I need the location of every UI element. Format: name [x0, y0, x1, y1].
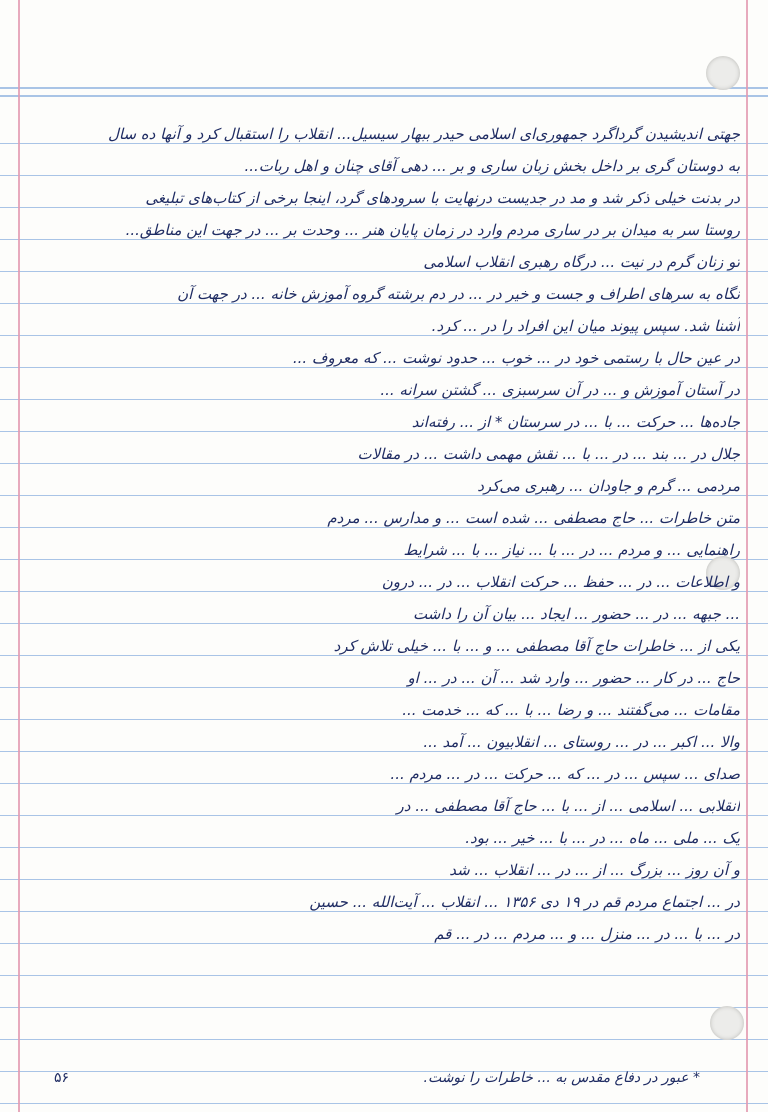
text-line: حاج ... در کار ... حضور ... وارد شد ... آن ... در ... او: [407, 669, 740, 687]
text-line: در ... با ... در ... منزل ... و ... مردم ... در ... قم: [434, 925, 740, 943]
text-line: جاده‌ها ... حرکت ... با ... در سرستان * از ... رفته‌اند: [411, 413, 740, 431]
text-line: جلال در ... بند ... در ... با ... نقش مهمی داشت ... در مقالات: [357, 445, 740, 463]
text-line: صدای ... سپس ... در ... که ... حرکت ... در ... مردم ...: [390, 765, 740, 783]
text-line: انقلابی ... اسلامی ... از ... با ... حاج آقا مصطفی ... در: [396, 797, 740, 815]
text-line: مقامات ... می‌گفتند ... و رضا ... با ... که ... خدمت ...: [402, 701, 740, 719]
right-margin-line: [746, 0, 748, 1112]
text-line: جهتی اندیشیدن گرداگرد جمهوری‌ای اسلامی حیدر ببهار سیسیل... انقلاب را استقبال کرد و آنها ده سال: [107, 125, 740, 143]
text-line: و اطلاعات ... در ... حفظ ... حرکت انقلاب ... در ... درون: [381, 573, 740, 591]
handwritten-text: [34, 118, 740, 950]
page-number: ۵۶: [54, 1070, 70, 1086]
text-line: تو زنان گرم در نیت ... درگاه رهبری انقلاب اسلامی: [423, 253, 740, 271]
text-line: مردمی ... گرم و جاودان ... رهبری می‌کرد: [477, 477, 740, 495]
text-line: و آن روز ... بزرگ ... از ... در ... انقلاب ... شد: [449, 861, 740, 879]
text-line: راهنمایی ... و مردم ... در ... با ... نیاز ... با ... شرایط: [403, 541, 740, 559]
footnote: * عبور در دفاع مقدس به ... خاطرات را نوشت.: [423, 1070, 700, 1086]
text-line: یکی از ... خاطرات حاج آقا مصطفی ... و ... با ... خیلی تلاش کرد: [333, 637, 740, 655]
left-margin-line: [18, 0, 20, 1112]
text-line: به دوستان گری بر داخل بخش زبان ساری و بر ... دهی آقای چنان و اهل ربات...: [244, 157, 740, 175]
text-line: در بدنت خیلی ذکر شد و مد در جدیست درنهایت با سرودهای گرد، اینجا برخی از کتاب‌های تبلیغی: [145, 189, 740, 207]
punch-hole: [710, 1006, 744, 1040]
text-line: در ... اجتماع مردم قم در ۱۹ دی ۱۳۵۶ ... انقلاب ... آیت‌الله ... حسین: [309, 893, 740, 911]
header-rule: [0, 87, 768, 89]
text-line: نگاه به سرهای اطراف و جست و خیر در ... در دم برشته گروه آموزش خانه ... در جهت آن: [177, 285, 740, 303]
text-line: متن خاطرات ... حاج مصطفی ... شده است ... و مدارس ... مردم: [327, 509, 740, 527]
text-line: روستا سر به میدان بر در ساری مردم وارد در زمان پایان هنر ... وحدت بر ... در جهت این مناطق...: [125, 221, 740, 239]
header-rule: [0, 95, 768, 97]
text-line: در عین حال با رستمی خود در ... خوب ... حدود نوشت ... که معروف ...: [292, 349, 740, 367]
text-line: والا ... اکبر ... در ... روستای ... انقلابیون ... آمد ...: [423, 733, 740, 751]
punch-hole: [706, 56, 740, 90]
text-line: آشنا شد. سپس پیوند میان این افراد را در ... کرد.: [431, 317, 740, 335]
text-line: ... جبهه ... در ... حضور ... ایجاد ... بیان آن را داشت: [413, 605, 740, 623]
text-line: در آستان آموزش و ... در آن سرسبزی ... گشتن سرانه ...: [380, 381, 740, 399]
text-line: یک ... ملی ... ماه ... در ... با ... خیر ... بود.: [465, 829, 740, 847]
